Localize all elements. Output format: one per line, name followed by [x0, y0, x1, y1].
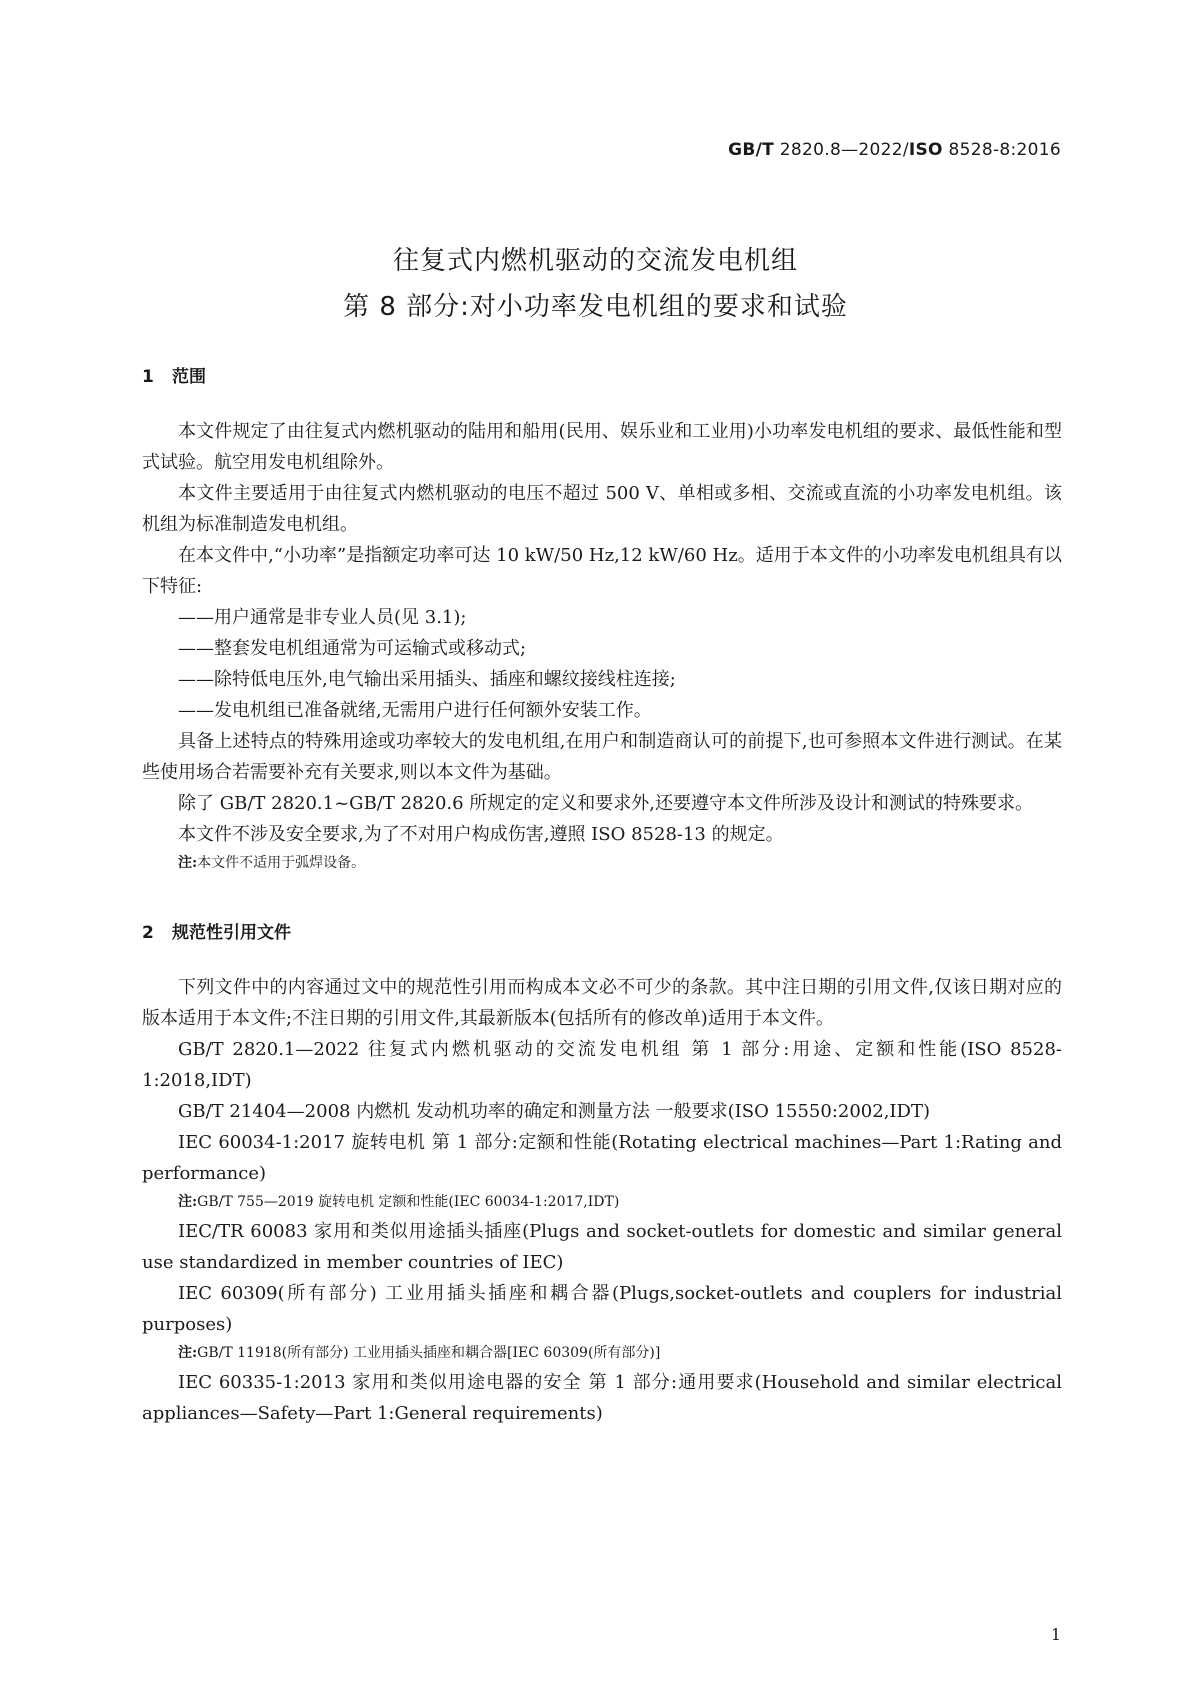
list-item: ——整套发电机组通常为可运输式或移动式;	[178, 638, 527, 659]
list-item: ——发电机组已准备就绪,无需用户进行任何额外安装工作。	[178, 700, 652, 721]
paragraph: 本文件规定了由往复式内燃机驱动的陆用和船用(民用、娱乐业和工业用)小功率发电机组的要求、最低性能和型式试验。航空用发电机组除外。	[142, 421, 1062, 473]
page-number: 1	[1050, 1625, 1061, 1644]
note: 注:本文件不适用于弧焊设备。	[178, 855, 366, 871]
reference-item: IEC 60309(所有部分) 工业用插头插座和耦合器(Plugs,socket-outlets and couplers for industrial purposes)	[142, 1283, 1062, 1335]
section-2-body	[142, 972, 1062, 1429]
section-1-heading: 1 范围	[142, 367, 206, 387]
reference-item: GB/T 2820.1—2022 往复式内燃机驱动的交流发电机组 第 1 部分:用途、定额和性能(ISO 8528-1:2018,IDT)	[142, 1039, 1062, 1091]
reference-item: GB/T 21404—2008 内燃机 发动机功率的确定和测量方法 一般要求(ISO 15550:2002,IDT)	[178, 1101, 930, 1122]
reference-item: IEC 60335-1:2013 家用和类似用途电器的安全 第 1 部分:通用要求(Household and similar electrical appliances—Safety—Part 1:General requirements)	[142, 1372, 1062, 1424]
paragraph: 具备上述特点的特殊用途或功率较大的发电机组,在用户和制造商认可的前提下,也可参照本文件进行测试。在某些使用场合若需要补充有关要求,则以本文件为基础。	[142, 731, 1062, 783]
reference-item: IEC/TR 60083 家用和类似用途插头插座(Plugs and socket-outlets for domestic and similar general use standardized in member countries of IEC)	[142, 1221, 1062, 1273]
note: 注:GB/T 11918(所有部分) 工业用插头插座和耦合器[IEC 60309(所有部分)]	[178, 1345, 661, 1361]
list-item: ——除特低电压外,电气输出采用插头、插座和螺纹接线柱连接;	[178, 669, 676, 690]
reference-item: IEC 60034-1:2017 旋转电机 第 1 部分:定额和性能(Rotating electrical machines—Part 1:Rating and performance)	[142, 1132, 1062, 1184]
list-item: ——用户通常是非专业人员(见 3.1);	[178, 607, 467, 628]
paragraph: 本文件主要适用于由往复式内燃机驱动的电压不超过 500 V、单相或多相、交流或直流的小功率发电机组。该机组为标准制造发电机组。	[142, 483, 1062, 535]
paragraph: 在本文件中,“小功率”是指额定功率可达 10 kW/50 Hz,12 kW/60 Hz。适用于本文件的小功率发电机组具有以下特征:	[142, 545, 1062, 597]
paragraph: 本文件不涉及安全要求,为了不对用户构成伤害,遵照 ISO 8528-13 的规定。	[178, 824, 784, 845]
section-1-body	[142, 416, 1062, 877]
paragraph: 下列文件中的内容通过文中的规范性引用而构成本文必不可少的条款。其中注日期的引用文件,仅该日期对应的版本适用于本文件;不注日期的引用文件,其最新版本(包括所有的修改单)适用于本文件。	[142, 977, 1062, 1029]
document-title-line2: 第 8 部分:对小功率发电机组的要求和试验	[343, 292, 848, 322]
standard-number: GB/T 2820.8—2022/ISO 8528-8:2016	[728, 140, 1061, 160]
section-2-heading: 2 规范性引用文件	[142, 923, 291, 943]
document-title-line1: 往复式内燃机驱动的交流发电机组	[392, 246, 798, 276]
paragraph: 除了 GB/T 2820.1~GB/T 2820.6 所规定的定义和要求外,还要遵守本文件所涉及设计和测试的特殊要求。	[178, 793, 1034, 814]
note: 注:GB/T 755—2019 旋转电机 定额和性能(IEC 60034-1:2017,IDT)	[178, 1194, 620, 1210]
